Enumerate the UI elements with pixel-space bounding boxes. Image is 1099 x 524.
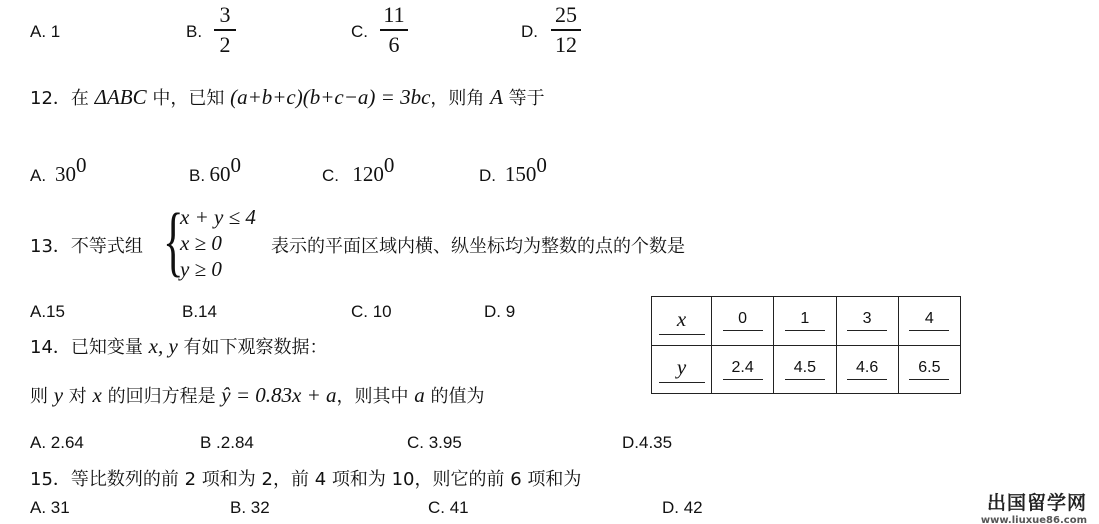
q11-option-d-label: D. (521, 22, 538, 41)
q15-option-b: B. 32 (230, 498, 270, 517)
q15-option-c: C. 41 (428, 498, 469, 517)
q12-option-c: C. $120^0$ (322, 153, 395, 186)
watermark-url: www.liuxue86.com (980, 515, 1087, 524)
q15-option-a: A. 31 (30, 498, 70, 517)
q14-option-c: C. 3.95 (407, 433, 462, 452)
triangle-abc: ΔABC (94, 85, 147, 109)
q13-option-c: C. 10 (351, 302, 392, 321)
q14-option-d: D.4.35 (622, 433, 673, 452)
watermark-logo (981, 488, 1087, 524)
table-row-y (652, 345, 961, 394)
table-cell: 4.6 (836, 345, 898, 394)
y-header-cell: y (652, 345, 712, 394)
x-header-cell: x (652, 297, 712, 346)
q15-option-d: D. 42 (662, 498, 703, 517)
q12-option-d: D. $150^0$ (479, 153, 547, 186)
numerator: 25 (555, 2, 577, 27)
q14-option-b: B .2.84 (200, 433, 254, 452)
q11-option-b-label: B. (186, 22, 203, 41)
q12-stem: 12．在 ΔABC 中，已知 (a+b+c)(b+c−a) = 3bc，则角 A 等于 (30, 85, 545, 109)
denominator: 2 (219, 31, 231, 57)
table-cell: 6.5 (898, 345, 960, 394)
q13-option-d: D. 9 (484, 302, 516, 321)
table-cell: 4 (898, 297, 960, 346)
q11-option-c-label: C. (351, 22, 368, 41)
q13-prefix: 13．不等式组 (30, 236, 143, 257)
numerator: 11 (383, 2, 405, 27)
table-cell: 3 (836, 297, 898, 346)
q12-equation: (a+b+c)(b+c−a) = 3bc (230, 85, 431, 109)
q12-option-a: A. $30^0$ (30, 153, 87, 186)
q11-option-b-fraction (214, 2, 236, 58)
q11-option-a: A. 1 (30, 22, 61, 41)
q13-option-b: B.14 (182, 302, 217, 321)
table-row-x (652, 297, 961, 346)
q14-stem: 14．已知变量 x, y 有如下观察数据： (30, 334, 328, 358)
table-cell: 0 (712, 297, 774, 346)
watermark-name: 出国留学网 (986, 492, 1087, 514)
table-cell: 1 (774, 297, 836, 346)
inequality-2: x ≥ 0 (180, 231, 222, 255)
denominator: 12 (555, 31, 577, 57)
numerator: 3 (219, 2, 231, 27)
q11-option-d-fraction (551, 2, 581, 58)
observation-table (651, 296, 961, 394)
q15-stem: 15．等比数列的前 2 项和为 2，前 4 项和为 10，则它的前 6 项和为 (30, 469, 582, 490)
regression-equation: ŷ = 0.83x + a (221, 383, 337, 407)
table-cell: 2.4 (712, 345, 774, 394)
inequality-3: y ≥ 0 (180, 257, 222, 281)
denominator: 6 (388, 31, 400, 57)
system-brace: { (163, 197, 184, 284)
q13-system (180, 204, 256, 282)
q14-option-a: A. 2.64 (30, 433, 84, 452)
q11-option-c-fraction (380, 2, 408, 58)
table-cell: 4.5 (774, 345, 836, 394)
q14-regression-line: 则 y 对 x 的回归方程是 ŷ = 0.83x + a，则其中 a 的值为 (30, 383, 485, 407)
q13-option-a: A.15 (30, 302, 65, 321)
q12-option-b: B. $60^0$ (189, 153, 242, 186)
q13-suffix: 表示的平面区域内横、纵坐标均为整数的点的个数是 (271, 236, 685, 257)
inequality-1: x + y ≤ 4 (180, 205, 256, 229)
